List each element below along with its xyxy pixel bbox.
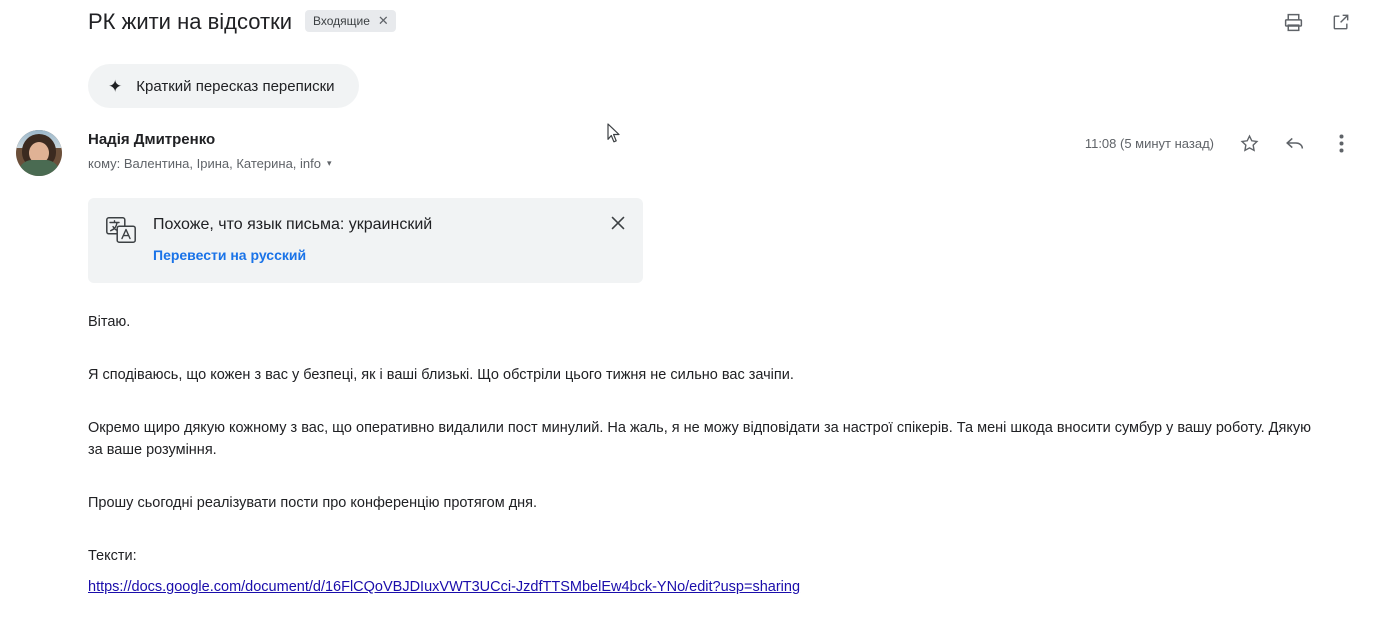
close-icon[interactable] — [607, 212, 629, 234]
reply-icon[interactable] — [1284, 132, 1306, 154]
recipients-row[interactable] — [88, 156, 1085, 171]
subject-row — [0, 0, 1376, 44]
summary-section — [0, 44, 1376, 108]
body-paragraph: Я сподіваюсь, що кожен з вас у безпеці, як і ваші близькі. Що обстріли цього тижня не сильно вас зачіпи. — [88, 367, 794, 383]
translate-banner — [88, 198, 643, 283]
body-paragraph: Тексти: — [88, 548, 137, 564]
document-link[interactable]: https://docs.google.com/document/d/16FlCQoVBJDIuxVWT3UCci-JzdfTTSMbelEw4bck-YNo/edit?usp=sharing — [88, 579, 801, 595]
print-icon[interactable] — [1282, 11, 1304, 33]
message-meta — [1085, 130, 1352, 154]
body-paragraph: Окремо щиро дякую кожному з вас, що оперативно видалили пост минулий. На жаль, я не можу відповідати за настрої спікерів. Та мені шкода вносити сумбур у вашу роботу. Дякую за ваше розуміння. — [88, 420, 1311, 458]
body-paragraph: Прошу сьогодні реалізувати пости про конференцію протягом дня. — [88, 495, 538, 511]
label-chip-remove-icon[interactable]: ✕ — [377, 13, 389, 28]
label-chip-text: Входящие — [312, 14, 370, 28]
page-title: РК жити на відсотки — [88, 9, 292, 34]
sender-details — [88, 130, 1085, 171]
message-timestamp: 11:08 (5 минут назад) — [1084, 135, 1214, 151]
translate-banner-title: Похоже, что язык письма: украинский — [153, 216, 433, 233]
header-actions — [1282, 11, 1352, 33]
body-paragraph: Вітаю. — [88, 314, 131, 330]
sparkle-icon: ✦ — [108, 76, 123, 96]
star-icon[interactable] — [1238, 132, 1260, 154]
recipients-label: кому: Валентина, Ірина, Катерина, info — [88, 156, 321, 171]
sender-name: Надія Дмитренко — [88, 131, 216, 148]
translate-icon — [106, 217, 136, 243]
chevron-down-icon[interactable]: ▾ — [327, 158, 332, 168]
avatar[interactable] — [16, 130, 62, 176]
translate-banner-body — [153, 214, 432, 265]
avatar-body — [18, 160, 60, 176]
conversation-summary-button[interactable] — [88, 64, 359, 108]
message-body — [0, 283, 1376, 598]
conversation-summary-label: Краткий пересказ переписки — [136, 77, 335, 95]
label-chip-inbox[interactable] — [305, 10, 396, 32]
translate-link[interactable]: Перевести на русский — [153, 247, 307, 263]
more-options-icon[interactable] — [1330, 132, 1352, 154]
open-in-new-window-icon[interactable] — [1330, 11, 1352, 33]
sender-row — [0, 108, 1376, 176]
